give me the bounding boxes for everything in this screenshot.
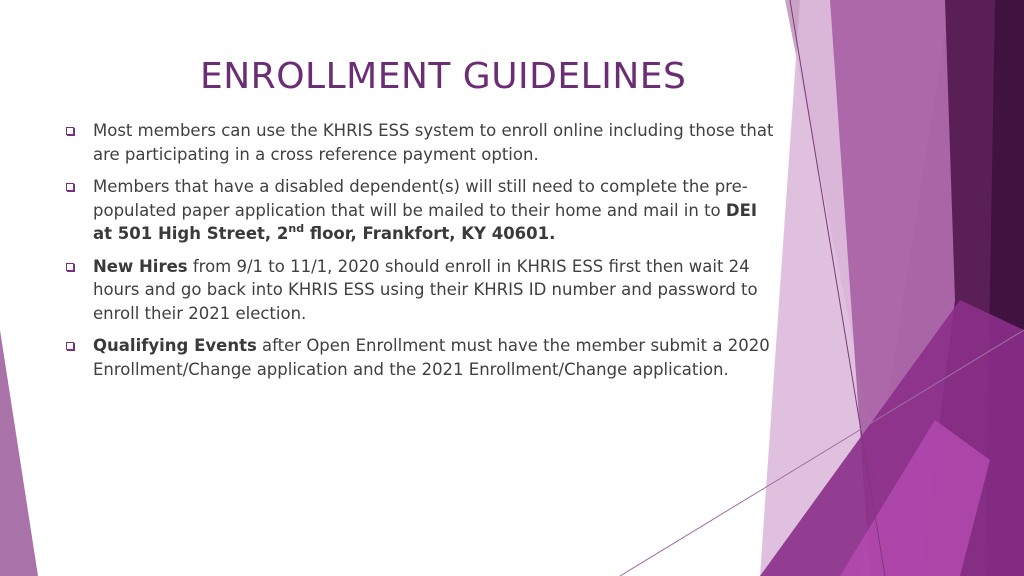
address-start: DEI at 501 High Street, 2 <box>93 200 757 243</box>
bullet-lead: Qualifying Events <box>93 336 257 355</box>
hollow-square-icon <box>66 263 74 271</box>
bullet-text: Members that have a disabled dependent(s) will still need to complete the pre-populated paper application that will be mailed to their home and mail in to <box>93 177 748 220</box>
address-end: floor, Frankfort, KY 40601. <box>304 224 556 243</box>
guidelines-list <box>66 119 778 390</box>
bullet-text: after Open Enrollment must have the member submit a 2020 Enrollment/Change application and the 2021 Enrollment/Change application. <box>93 336 770 379</box>
bullet-lead: New Hires <box>93 256 188 276</box>
left-decor-triangle <box>0 330 38 576</box>
list-item <box>66 255 778 326</box>
bullet-text: Most members can use the KHRIS ESS system to enroll online including those that are participating in a cross reference payment option. <box>93 121 774 164</box>
hollow-square-icon <box>66 183 74 191</box>
list-item <box>66 119 778 166</box>
ordinal-suffix: nd <box>288 221 305 235</box>
slide-title: ENROLLMENT GUIDELINES <box>200 56 687 97</box>
list-item <box>66 175 778 246</box>
hollow-square-icon <box>66 342 74 350</box>
bullet-text: from 9/1 to 11/1, 2020 should enroll in KHRIS ESS first then wait 24 hours and go back into KHRIS ESS using their KHRIS ID number and password to enroll their 2021 election. <box>93 256 758 323</box>
hollow-square-icon <box>66 127 74 135</box>
list-item <box>66 334 778 381</box>
